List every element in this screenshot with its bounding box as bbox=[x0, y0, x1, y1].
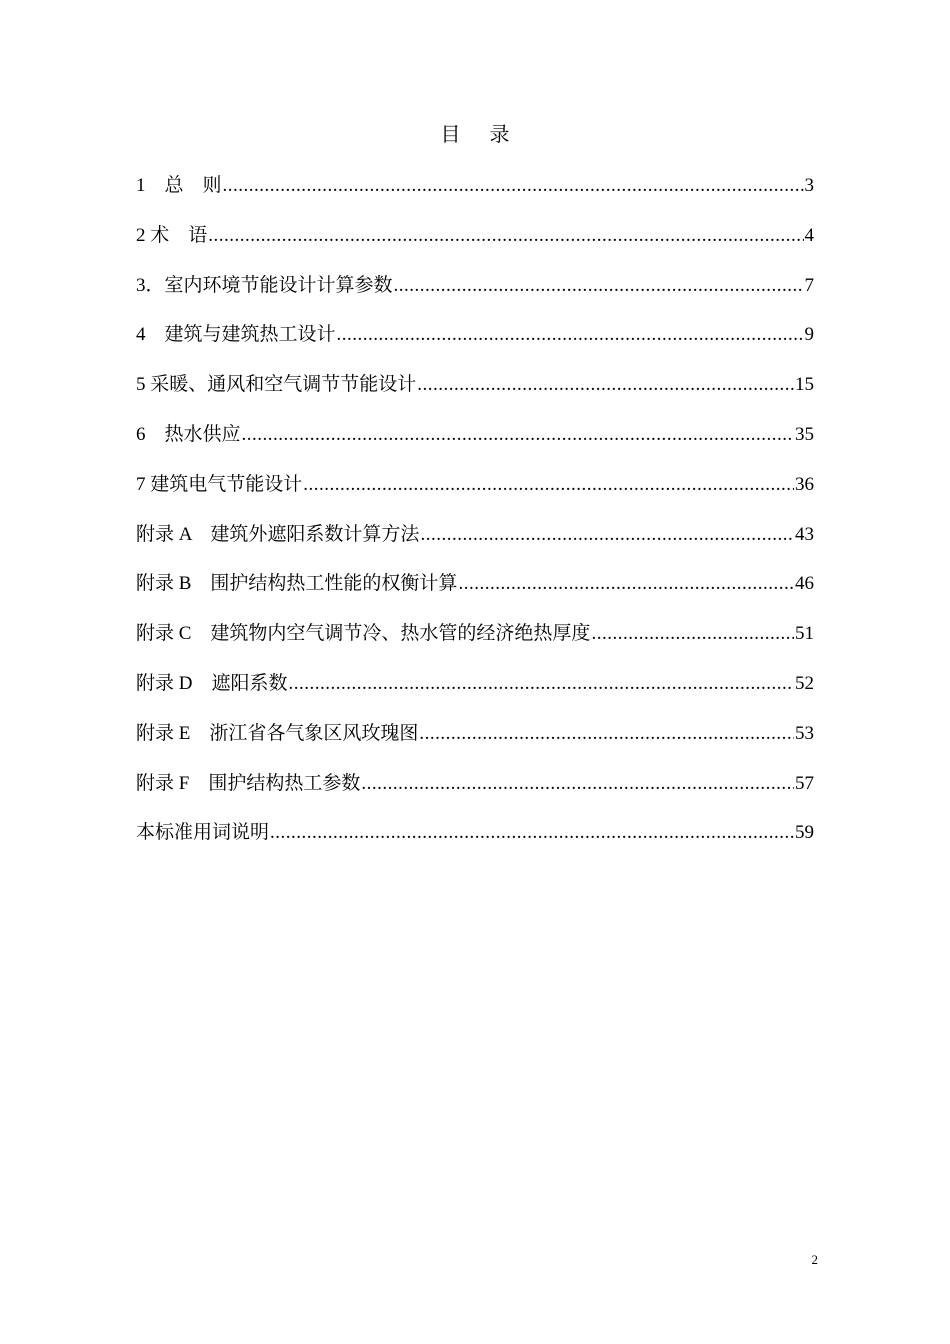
toc-entry[interactable] bbox=[136, 770, 814, 820]
toc-entry[interactable] bbox=[136, 819, 814, 869]
toc-entry-page: 52 bbox=[795, 672, 814, 694]
toc-dot-leader bbox=[394, 272, 804, 300]
toc-entry-label: 附录 D 遮阳系数 bbox=[136, 672, 288, 694]
toc-dot-leader bbox=[420, 521, 794, 549]
toc-dot-leader bbox=[591, 620, 794, 648]
toc-entry-page: 57 bbox=[795, 772, 814, 794]
toc-entry-page: 36 bbox=[795, 473, 814, 495]
toc-entry[interactable] bbox=[136, 720, 814, 770]
toc-entry-label: 3．室内环境节能设计计算参数 bbox=[136, 274, 393, 296]
toc-entry[interactable] bbox=[136, 620, 814, 670]
toc-entry-label: 5 采暖、通风和空气调节节能设计 bbox=[136, 374, 417, 396]
page-number: 2 bbox=[811, 1252, 818, 1267]
toc-entry-page: 7 bbox=[804, 274, 814, 296]
toc-entry[interactable] bbox=[136, 521, 814, 571]
toc-entry[interactable] bbox=[136, 371, 814, 421]
toc-entry[interactable] bbox=[136, 321, 814, 371]
toc-dot-leader bbox=[270, 819, 794, 847]
toc-dot-leader bbox=[242, 421, 794, 449]
toc-entry-label: 7 建筑电气节能设计 bbox=[136, 473, 303, 495]
toc-dot-leader bbox=[458, 570, 794, 598]
toc-entry-page: 59 bbox=[795, 822, 814, 844]
toc-entry-page: 53 bbox=[795, 722, 814, 744]
toc-entry-label: 附录 C 建筑物内空气调节冷、热水管的经济绝热厚度 bbox=[136, 623, 591, 645]
toc-entry-label: 4 建筑与建筑热工设计 bbox=[136, 324, 336, 346]
toc-entry-page: 4 bbox=[804, 224, 814, 246]
toc-entry-page: 3 bbox=[804, 175, 814, 196]
toc-entry[interactable] bbox=[136, 670, 814, 720]
toc-entry-label: 1 总 则 bbox=[136, 175, 222, 196]
toc-entry[interactable] bbox=[136, 421, 814, 471]
toc-dot-leader bbox=[419, 720, 794, 748]
toc-entry-page: 35 bbox=[795, 423, 814, 445]
toc-entry-page: 51 bbox=[795, 623, 814, 645]
toc-entry[interactable] bbox=[136, 471, 814, 521]
toc-entry-label: 附录 B 围护结构热工性能的权衡计算 bbox=[136, 573, 458, 595]
toc-entry-page: 43 bbox=[795, 523, 814, 545]
toc-title: 目 录 bbox=[440, 124, 522, 146]
toc-dot-leader bbox=[417, 371, 794, 399]
toc-dot-leader bbox=[223, 172, 804, 200]
toc-entry-label: 本标准用词说明 bbox=[136, 822, 270, 844]
toc-entry-page: 46 bbox=[795, 573, 814, 595]
toc-entry-label: 6 热水供应 bbox=[136, 423, 241, 445]
toc-dot-leader bbox=[337, 321, 804, 349]
toc-entry-label: 2 术 语 bbox=[136, 224, 208, 246]
toc-entry-page: 9 bbox=[804, 324, 814, 346]
toc-entry-page: 15 bbox=[795, 374, 814, 396]
toc-entry[interactable] bbox=[136, 222, 814, 272]
toc-dot-leader bbox=[303, 471, 794, 499]
toc-dot-leader bbox=[208, 222, 803, 250]
toc-entry-label: 附录 F 围护结构热工参数 bbox=[136, 772, 361, 794]
toc-entry[interactable] bbox=[136, 172, 814, 222]
toc-entry[interactable] bbox=[136, 570, 814, 620]
toc-dot-leader bbox=[288, 670, 794, 698]
toc-dot-leader bbox=[361, 770, 794, 798]
toc-entry-label: 附录 A 建筑外遮阳系数计算方法 bbox=[136, 523, 420, 545]
toc-entry[interactable] bbox=[136, 272, 814, 322]
toc-entry-label: 附录 E 浙江省各气象区风玫瑰图 bbox=[136, 722, 419, 744]
table-of-contents bbox=[136, 172, 814, 869]
